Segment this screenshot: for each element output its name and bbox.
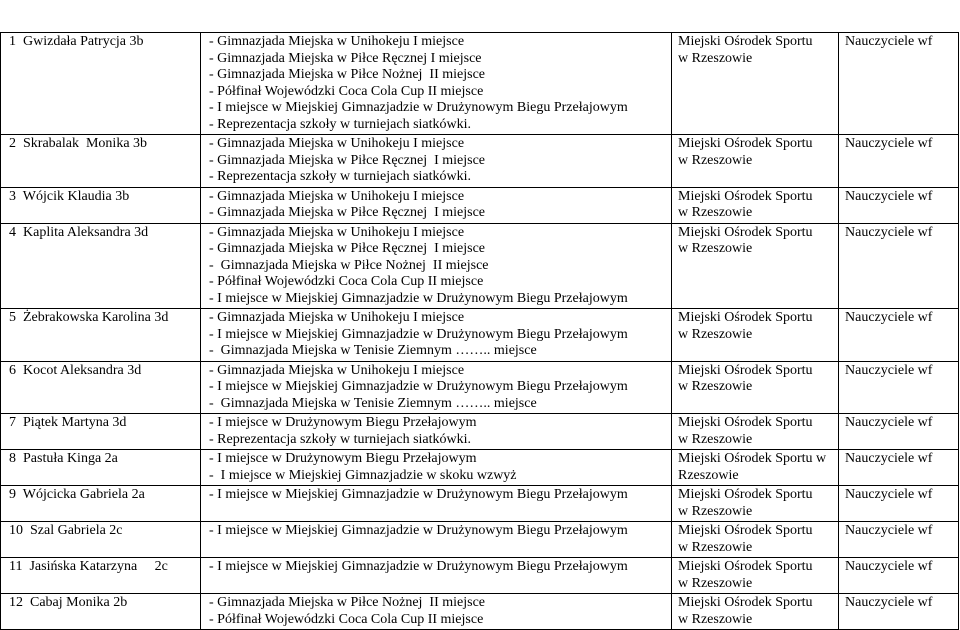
achievement-line: - Gimnazjada Miejska w Piłce Nożnej II miejsce xyxy=(209,67,486,82)
achievement-line: - Gimnazjada Miejska w Piłce Ręcznej I miejsce xyxy=(209,152,486,168)
organizer-line: Miejski Ośrodek Sportu xyxy=(678,188,813,204)
teacher-cell: Nauczyciele wf xyxy=(839,450,959,486)
organizer-line: Miejski Ośrodek Sportu xyxy=(678,595,813,610)
student-cell: 10 Szal Gabriela 2c xyxy=(1,522,201,558)
achievements-cell xyxy=(201,594,672,630)
achievement-line: - Półfinał Wojewódzki Coca Cola Cup II miejsce xyxy=(209,83,484,99)
organizer-line: Miejski Ośrodek Sportu xyxy=(678,34,813,49)
table-row xyxy=(1,361,959,414)
organizer-line: Rzeszowie xyxy=(678,467,739,483)
organizer-cell xyxy=(672,361,839,414)
organizer-line: Miejski Ośrodek Sportu xyxy=(678,415,813,430)
organizer-cell xyxy=(672,33,839,135)
achievement-line: - Gimnazjada Miejska w Unihokeju I miejsce xyxy=(209,224,465,240)
table-row xyxy=(1,414,959,450)
teacher-cell: Nauczyciele wf xyxy=(839,309,959,362)
organizer-cell xyxy=(672,309,839,362)
table-row xyxy=(1,187,959,223)
table-row xyxy=(1,594,959,630)
student-cell: 3 Wójcik Klaudia 3b xyxy=(1,187,201,223)
achievement-line: - Gimnazjada Miejska w Piłce Ręcznej I miejsce xyxy=(209,50,482,66)
organizer-line: Miejski Ośrodek Sportu xyxy=(678,362,813,378)
organizer-line: Miejski Ośrodek Sportu xyxy=(678,224,813,240)
achievements-cell xyxy=(201,486,672,522)
achievement-line: - Gimnazjada Miejska w Unihokeju I miejsce xyxy=(209,136,465,151)
achievements-cell xyxy=(201,361,672,414)
achievement-line: - I miejsce w Miejskiej Gimnazjadzie w Drużynowym Biegu Przełajowym xyxy=(209,326,628,342)
organizer-line: w Rzeszowie xyxy=(678,326,753,342)
organizer-cell xyxy=(672,522,839,558)
organizer-line: w Rzeszowie xyxy=(678,50,753,66)
achievements-cell xyxy=(201,33,672,135)
teacher-cell: Nauczyciele wf xyxy=(839,223,959,309)
organizer-line: w Rzeszowie xyxy=(678,379,753,394)
organizer-cell xyxy=(672,135,839,188)
achievement-line: - Gimnazjada Miejska w Unihokeju I miejsce xyxy=(209,310,465,325)
achievement-line: - I miejsce w Miejskiej Gimnazjadzie w Drużynowym Biegu Przełajowym xyxy=(209,559,628,574)
organizer-line: w Rzeszowie xyxy=(678,575,753,591)
teacher-cell: Nauczyciele wf xyxy=(839,414,959,450)
achievements-cell xyxy=(201,223,672,309)
teacher-cell: Nauczyciele wf xyxy=(839,187,959,223)
table-row xyxy=(1,558,959,594)
organizer-line: w Rzeszowie xyxy=(678,241,753,256)
organizer-line: Miejski Ośrodek Sportu xyxy=(678,523,813,538)
table-row xyxy=(1,223,959,309)
teacher-cell: Nauczyciele wf xyxy=(839,522,959,558)
organizer-line: Miejski Ośrodek Sportu w xyxy=(678,451,827,466)
organizer-line: Miejski Ośrodek Sportu xyxy=(678,310,813,325)
achievement-line: - Gimnazjada Miejska w Piłce Ręcznej I miejsce xyxy=(209,205,486,220)
teacher-cell: Nauczyciele wf xyxy=(839,135,959,188)
student-cell: 7 Piątek Martyna 3d xyxy=(1,414,201,450)
achievement-line: - I miejsce w Drużynowym Biegu Przełajowym xyxy=(209,451,477,466)
achievement-line: - I miejsce w Miejskiej Gimnazjadzie w Drużynowym Biegu Przełajowym xyxy=(209,100,628,115)
teacher-cell: Nauczyciele wf xyxy=(839,558,959,594)
achievements-cell xyxy=(201,450,672,486)
organizer-line: w Rzeszowie xyxy=(678,205,753,220)
achievements-cell xyxy=(201,135,672,188)
student-cell: 12 Cabaj Monika 2b xyxy=(1,594,201,630)
organizer-line: Miejski Ośrodek Sportu xyxy=(678,487,813,502)
student-cell: 8 Pastuła Kinga 2a xyxy=(1,450,201,486)
organizer-cell xyxy=(672,223,839,309)
achievement-line: - Gimnazjada Miejska w Tenisie Ziemnym …….. miejsce xyxy=(209,395,537,411)
organizer-cell xyxy=(672,594,839,630)
organizer-line: w Rzeszowie xyxy=(678,431,753,447)
student-cell: 4 Kaplita Aleksandra 3d xyxy=(1,223,201,309)
organizer-line: w Rzeszowie xyxy=(678,152,753,168)
achievement-line: - Reprezentacja szkoły w turniejach siatkówki. xyxy=(209,169,472,184)
achievement-line: - Półfinał Wojewódzki Coca Cola Cup II miejsce xyxy=(209,611,484,627)
achievement-line: - Półfinał Wojewódzki Coca Cola Cup II miejsce xyxy=(209,274,484,289)
achievement-line: - I miejsce w Miejskiej Gimnazjadzie w Drużynowym Biegu Przełajowym xyxy=(209,379,628,394)
achievements-cell xyxy=(201,309,672,362)
table-row xyxy=(1,33,959,135)
achievement-line: - I miejsce w Drużynowym Biegu Przełajowym xyxy=(209,415,477,430)
achievement-line: - Gimnazjada Miejska w Tenisie Ziemnym …….. miejsce xyxy=(209,343,537,358)
organizer-cell xyxy=(672,450,839,486)
achievement-line: - I miejsce w Miejskiej Gimnazjadzie w skoku wzwyż xyxy=(209,467,517,483)
achievement-line: - I miejsce w Miejskiej Gimnazjadzie w Drużynowym Biegu Przełajowym xyxy=(209,487,628,502)
organizer-line: Miejski Ośrodek Sportu xyxy=(678,559,813,574)
achievement-line: - I miejsce w Miejskiej Gimnazjadzie w Drużynowym Biegu Przełajowym xyxy=(209,290,628,306)
organizer-line: w Rzeszowie xyxy=(678,539,753,555)
achievements-cell xyxy=(201,414,672,450)
student-cell: 11 Jasińska Katarzyna 2c xyxy=(1,558,201,594)
achievement-line: - Reprezentacja szkoły w turniejach siatkówki. xyxy=(209,431,472,447)
teacher-cell: Nauczyciele wf xyxy=(839,361,959,414)
table-row xyxy=(1,486,959,522)
student-cell: 1 Gwizdała Patrycja 3b xyxy=(1,33,201,135)
student-cell: 6 Kocot Aleksandra 3d xyxy=(1,361,201,414)
organizer-cell xyxy=(672,414,839,450)
achievements-cell xyxy=(201,558,672,594)
table-row xyxy=(1,450,959,486)
achievement-line: - Gimnazjada Miejska w Unihokeju I miejsce xyxy=(209,188,465,204)
achievement-line: - Gimnazjada Miejska w Unihokeju I miejsce xyxy=(209,34,465,49)
achievements-cell xyxy=(201,187,672,223)
table-row xyxy=(1,309,959,362)
student-cell: 2 Skrabalak Monika 3b xyxy=(1,135,201,188)
achievement-line: - Gimnazjada Miejska w Unihokeju I miejsce xyxy=(209,362,465,378)
achievement-line: - Gimnazjada Miejska w Piłce Ręcznej I miejsce xyxy=(209,241,486,256)
organizer-cell xyxy=(672,187,839,223)
teacher-cell: Nauczyciele wf xyxy=(839,33,959,135)
organizer-line: Miejski Ośrodek Sportu xyxy=(678,136,813,151)
table-row xyxy=(1,522,959,558)
student-cell: 9 Wójcicka Gabriela 2a xyxy=(1,486,201,522)
teacher-cell: Nauczyciele wf xyxy=(839,594,959,630)
student-cell: 5 Żebrakowska Karolina 3d xyxy=(1,309,201,362)
organizer-cell xyxy=(672,558,839,594)
awards-table xyxy=(0,32,959,630)
achievement-line: - I miejsce w Miejskiej Gimnazjadzie w Drużynowym Biegu Przełajowym xyxy=(209,523,628,538)
achievements-cell xyxy=(201,522,672,558)
page-top-margin xyxy=(0,0,960,32)
organizer-cell xyxy=(672,486,839,522)
organizer-line: w Rzeszowie xyxy=(678,611,753,627)
achievement-line: - Reprezentacja szkoły w turniejach siatkówki. xyxy=(209,116,472,132)
organizer-line: w Rzeszowie xyxy=(678,503,753,519)
awards-table-body xyxy=(1,33,959,630)
teacher-cell: Nauczyciele wf xyxy=(839,486,959,522)
achievement-line: - Gimnazjada Miejska w Piłce Nożnej II miejsce xyxy=(209,595,486,610)
achievement-line: - Gimnazjada Miejska w Piłce Nożnej II miejsce xyxy=(209,257,489,273)
table-row xyxy=(1,135,959,188)
